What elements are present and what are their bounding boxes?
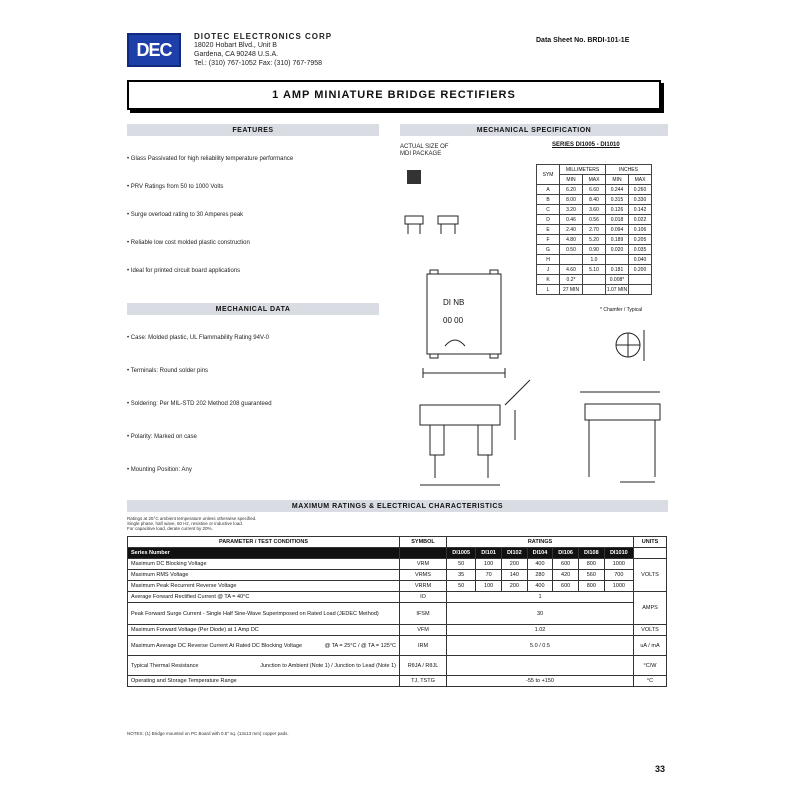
- package-profile-drawing: [575, 382, 670, 492]
- company-logo: DEC: [127, 33, 181, 67]
- part-marking-2: 00 00: [443, 316, 464, 325]
- ratings-table: PARAMETER / TEST CONDITIONS SYMBOL RATINGS UNITS Series Number DI1005 DI101 DI102 DI104 DI106 DI108 DI1010 Maximum DC Blocking Voltage VRM 50 100 200 400 600 800 1000 VOLTS Maximum RMS Voltage VRMS 35 70 140 280 420 560 700 Maximum Peak Recurrent Reverse Voltage VRRM 50 100 200 400 600 800 1000 Average Forward Rectified Current @ TA = 40°C IO 1 AMPS Peak Forward Surge Current - Single Half Sine-Wave Superimposed on Rated Load (JEDEC Method) IFSM 30 Maximum Forward Voltage (Per Diode) at 1 Amp DC VFM 1.02 VOLTS Maximum Average DC Reverse Current At Rated DC Blocking Voltage @ TA = 25°C / @ TA = 125°C IRM 5.0 / 0.5 uA / mA Typical Thermal Resistance Junction to Ambient (Note 1) / Junction to Lead (Note 1) RθJA / RθJL °C/W Operating and Storage Temperature Range TJ, TSTG -55 to +150 °C: [127, 536, 667, 687]
- dim-row: C 3.20 3.60 0.126 0.142: [537, 205, 652, 215]
- mech-spec-heading: MECHANICAL SPECIFICATION: [400, 124, 668, 136]
- package-side-drawings: [400, 210, 470, 240]
- mechanical-item: • Case: Molded plastic, UL Flammability Rating 94V-0: [127, 335, 269, 341]
- table-row: Maximum Peak Recurrent Reverse Voltage VRRM 50 100 200 400 600 800 1000: [128, 581, 667, 592]
- dim-row: A 6.20 6.60 0.244 0.260: [537, 185, 652, 195]
- table-row: Operating and Storage Temperature Range TJ, TSTG -55 to +150 °C: [128, 676, 667, 687]
- datasheet-number: Data Sheet No. BRDI-101-1E: [536, 37, 630, 44]
- bridge-circuit-symbol: [606, 325, 656, 365]
- mechanical-item: • Soldering: Per MIL-STD 202 Method 208 guaranteed: [127, 401, 272, 407]
- mechanical-data-heading: MECHANICAL DATA: [127, 303, 379, 315]
- page-number: 33: [655, 764, 666, 774]
- dim-row: G 0.50 0.90 0.020 0.035: [537, 245, 652, 255]
- dim-row: K 0.2* 0.008*: [537, 275, 652, 285]
- ratings-notes: Ratings at 25°C ambient temperature unless otherwise specified. Single phase, half wave, 60 Hz, resistive or inductive load. For capacitive load, derate current by 20%.: [127, 516, 257, 531]
- feature-item: • Ideal for printed circuit board applications: [127, 268, 240, 274]
- feature-item: • Glass Passivated for high reliability temperature performance: [127, 156, 293, 162]
- company-name: DIOTEC ELECTRONICS CORP: [194, 32, 333, 41]
- dim-row: H 1.0 0.040: [537, 255, 652, 265]
- features-heading: FEATURES: [127, 124, 379, 136]
- mechanical-item: • Mounting Position: Any: [127, 467, 192, 473]
- series-row: Series Number DI1005 DI101 DI102 DI104 DI106 DI108 DI1010: [128, 548, 667, 559]
- table-row: Maximum DC Blocking Voltage VRM 50 100 200 400 600 800 1000 VOLTS: [128, 559, 667, 570]
- ratings-heading: MAXIMUM RATINGS & ELECTRICAL CHARACTERISTICS: [127, 500, 668, 512]
- dim-row: F 4.80 5.20 0.189 0.205: [537, 235, 652, 245]
- table-row: Typical Thermal Resistance Junction to Ambient (Note 1) / Junction to Lead (Note 1) RθJA / RθJL °C/W: [128, 656, 667, 676]
- table-row: Peak Forward Surge Current - Single Half Sine-Wave Superimposed on Rated Load (JEDEC Method) IFSM 30: [128, 603, 667, 625]
- dim-row: L 27 MIN 1.07 MIN: [537, 285, 652, 295]
- dim-footnote: * Chamfer / Typical: [600, 307, 643, 313]
- mechanical-item: • Terminals: Round solder pins: [127, 368, 208, 374]
- table-row: Maximum Average DC Reverse Current At Rated DC Blocking Voltage @ TA = 25°C / @ TA = 125°C IRM 5.0 / 0.5 uA / mA: [128, 636, 667, 656]
- table-row: Maximum RMS Voltage VRMS 35 70 140 280 420 560 700: [128, 570, 667, 581]
- dim-row: D 0.46 0.56 0.018 0.022: [537, 215, 652, 225]
- part-marking-1: DI NB: [443, 298, 465, 307]
- feature-item: • Reliable low cost molded plastic construction: [127, 240, 250, 246]
- actual-size-package-icon: [407, 170, 421, 184]
- dim-row: E 2.40 2.70 0.094 0.106: [537, 225, 652, 235]
- series-label: SERIES DI1005 - DI1010: [552, 142, 620, 148]
- ratings-footnote: NOTES: (1) Bridge mounted on PC Board with 0.5" sq. (13x13 mm) copper pads.: [127, 731, 289, 736]
- document-title: 1 AMP MINIATURE BRIDGE RECTIFIERS: [127, 80, 661, 110]
- package-note-2: MDI PACKAGE: [400, 151, 442, 157]
- dim-row: B 8.00 8.40 0.315 0.330: [537, 195, 652, 205]
- dim-row: J 4.60 5.10 0.181 0.200: [537, 265, 652, 275]
- dimensions-table: SYM MILLIMETERS INCHES MIN MAX MIN MAX A 6.20 6.60 0.244 0.260 B 8.00 8.40 0.315 0.330 C 3.20 3.60 0.126 0.142 D 0.46 0.56 0.018 0.022 E 2.40 2.70 0.094 0.106 F 4.80 5.20 0.189 0.205 G 0.50 0.90 0.020 0.035 H 1.0 0.040 J 4.60 5.10 0.181 0.200 K 0.2* 0.008* L 27 MIN 1.07 MIN: [536, 164, 652, 295]
- address-line-1: 18020 Hobart Blvd., Unit B: [194, 42, 277, 49]
- table-row: Maximum Forward Voltage (Per Diode) at 1 Amp DC VFM 1.02 VOLTS: [128, 625, 667, 636]
- package-note-1: ACTUAL SIZE OF: [400, 144, 449, 150]
- feature-item: • Surge overload rating to 30 Amperes peak: [127, 212, 243, 218]
- mechanical-item: • Polarity: Marked on case: [127, 434, 197, 440]
- feature-item: • PRV Ratings from 50 to 1000 Volts: [127, 184, 223, 190]
- company-info: [194, 32, 332, 68]
- package-side-view-drawing: [400, 370, 540, 490]
- table-row: Average Forward Rectified Current @ TA = 40°C IO 1 AMPS: [128, 592, 667, 603]
- contact-line: Tel.: (310) 767-1052 Fax: (310) 767-7958: [194, 60, 323, 67]
- address-line-2: Gardena, CA 90248 U.S.A.: [194, 51, 279, 58]
